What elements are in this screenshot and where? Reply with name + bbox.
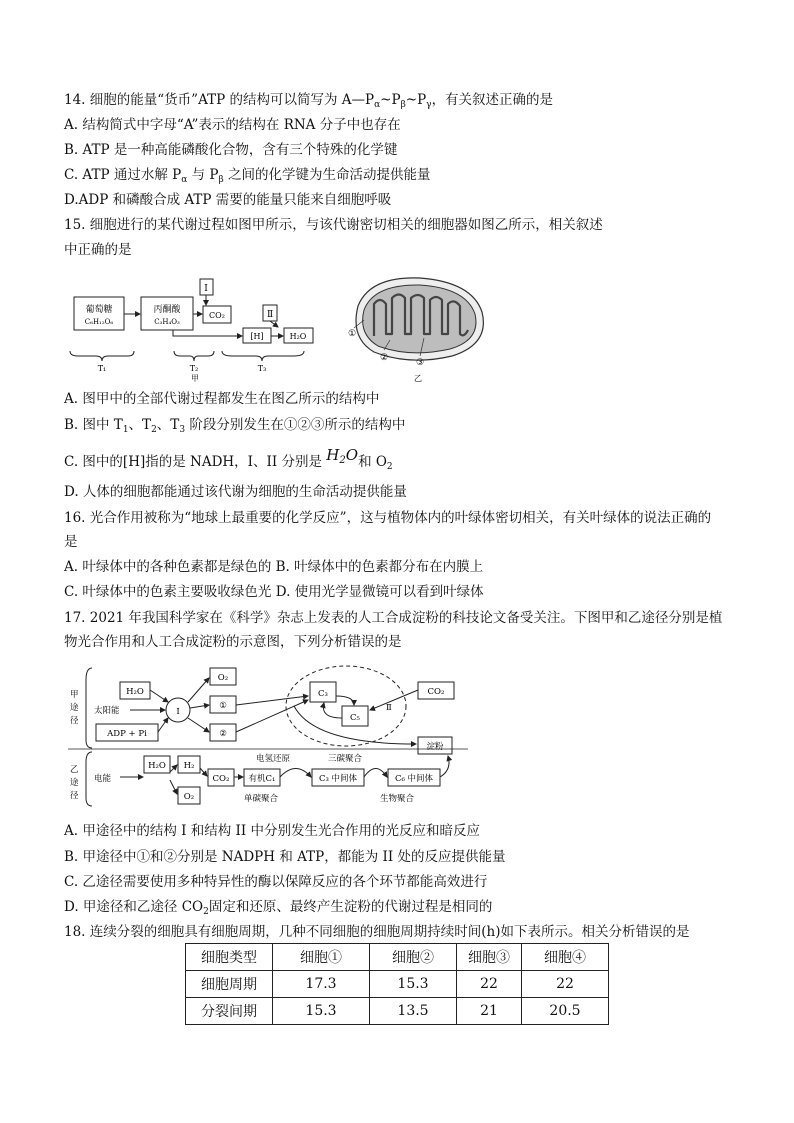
q17-fig-solar: 太阳能 (94, 706, 120, 716)
jia-h: [H] (250, 332, 264, 341)
q17-fig-h2o: H₂O (126, 687, 144, 697)
table-header-cell: 细胞类型 (186, 944, 273, 971)
jia-caption: 甲 (191, 374, 199, 383)
q17-stem-line2: 物光合作用和人工合成淀粉的示意图，下列分析错误的是 (64, 634, 402, 650)
q14-option-c: C. ATP 通过水解 $P_\alpha$ 与 $P_\beta$ 之间的化学键为生命活动提供能量 (64, 167, 431, 185)
jia-glucose: 葡萄糖 (85, 305, 113, 315)
q17-option-c: C. 乙途径需要使用多种特异性的酶以保障反应的各个环节都能高效进行 (64, 874, 488, 890)
q17-fig-roman-2: Ⅱ (386, 703, 392, 713)
q17-figure (64, 660, 468, 816)
q14-option-d: D.ADP 和磷酸合成 ATP 需要的能量只能来自细胞呼吸 (64, 192, 392, 208)
jia-h2o: H₂O (289, 332, 307, 341)
q17-fig-jia-3: 径 (70, 716, 79, 726)
q17-fig-bio-polymerization: 生物聚合 (380, 794, 415, 804)
q17-fig-roman-1: Ⅰ (176, 707, 180, 717)
table-header-cell: 细胞② (370, 944, 457, 971)
jia-pyruvate-formula: C₃H₄O₃ (154, 318, 180, 326)
yi-label-1: ① (347, 329, 357, 339)
q17-fig-h2: H₂ (183, 761, 195, 771)
q15-option-a: A. 图甲中的全部代谢过程都发生在图乙所示的结构中 (64, 391, 380, 407)
q17-fig-o2-b: O₂ (183, 792, 195, 802)
q17-option-d: D. 甲途径和乙途径 $CO_2$固定和还原、最终产生淀粉的代谢过程是相同的 (64, 899, 493, 917)
q17-fig-jia-1: 甲 (70, 690, 79, 700)
jia-pyruvate: 丙酮酸 (153, 305, 181, 315)
q17-fig-c5: C₅ (350, 713, 360, 723)
jia-roman-1: Ⅰ (204, 284, 208, 294)
table-cell: 17.3 (273, 971, 370, 998)
table-row (186, 998, 609, 1025)
q16-options-cd: C. 叶绿体中的色素主要吸收绿色光 D. 使用光学显微镜可以看到叶绿体 (64, 584, 484, 600)
q17-fig-h2o-b: H₂O (148, 761, 166, 771)
yi-label-2: ② (379, 353, 389, 363)
q17-fig-co2: CO₂ (427, 687, 445, 697)
q17-fig-c3-intermediate: C₃ 中间体 (318, 774, 358, 784)
q15-figure-yi-mitochondrion (344, 268, 494, 386)
jia-roman-2: Ⅱ (266, 310, 274, 320)
jia-t2: T₂ (189, 364, 199, 373)
jia-co2: CO₂ (209, 311, 225, 320)
q15-stem-line1: 15. 细胞进行的某代谢过程如图甲所示，与该代谢密切相关的细胞器如图乙所示，相关叙述 (64, 217, 603, 233)
q17-fig-adp: ADP + Pi (107, 729, 147, 739)
q15-figure-jia (66, 273, 338, 385)
table-row (186, 971, 609, 998)
q14-option-b: B. ATP 是一种高能磷酸化合物，含有三个特殊的化学键 (64, 142, 398, 158)
yi-label-3: ③ (415, 358, 425, 368)
q17-fig-electric: 电能 (94, 774, 112, 784)
yi-caption: 乙 (414, 374, 422, 383)
q17-option-b: B. 甲途径中①和②分别是 NADPH 和 ATP，都能为 II 处的反应提供能量 (64, 849, 506, 865)
table-header-cell: 细胞③ (457, 944, 522, 971)
q17-fig-co2-b: CO₂ (212, 774, 230, 784)
q17-stem-line1: 17. 2021 年我国科学家在《科学》杂志上发表的人工合成淀粉的科技论文备受关注。下图甲和乙途径分别是植 (64, 610, 723, 626)
q17-fig-electro-reduction: 电氢还原 (256, 754, 291, 764)
table-cell: 15.3 (370, 971, 457, 998)
q14-stem: 14. 细胞的能量“货币”ATP 的结构可以简写为 $A—P_\alpha\sim P_\beta\sim P_\gamma$，有关叙述正确的是 (64, 92, 554, 110)
q17-fig-circle-2: ② (219, 729, 227, 739)
table-cell: 细胞周期 (186, 971, 273, 998)
q17-fig-c6-intermediate: C₆ 中间体 (394, 774, 434, 784)
table-cell: 分裂间期 (186, 998, 273, 1025)
q15-option-d: D. 人体的细胞都能通过该代谢为细胞的生命活动提供能量 (64, 484, 407, 500)
table-cell: 20.5 (522, 998, 609, 1025)
q15-stem-line2: 中正确的是 (64, 242, 132, 258)
table-cell: 21 (457, 998, 522, 1025)
q17-fig-circle-1: ① (219, 701, 227, 711)
q17-fig-c3: C₃ (318, 689, 328, 699)
table-header-cell: 细胞① (273, 944, 370, 971)
q16-stem-line2: 是 (64, 534, 78, 550)
q14-option-a: A. 结构简式中字母“A”表示的结构在 RNA 分子中也存在 (64, 117, 401, 133)
jia-t3: T₃ (257, 364, 267, 373)
formula-h2o: $H_2O$ (326, 446, 359, 466)
q17-fig-organic-c1: 有机C₁ (248, 774, 276, 784)
q16-options-ab: A. 叶绿体中的各种色素都是绿色的 B. 叶绿体中的色素都分布在内膜上 (64, 559, 484, 575)
q17-option-a: A. 甲途径中的结构 I 和结构 II 中分别发生光合作用的光反应和暗反应 (64, 823, 480, 839)
q16-stem-line1: 16. 光合作用被称为“地球上最重要的化学反应”，这与植物体内的叶绿体密切相关，有关叶绿体的说法正确的 (64, 510, 712, 526)
table-header-row (186, 944, 609, 971)
q15-option-b: B. 图中 $T_1$、$T_2$、$T_3$ 阶段分别发生在①②③所示的结构中 (64, 417, 406, 435)
table-cell: 13.5 (370, 998, 457, 1025)
q17-fig-starch: 淀粉 (426, 742, 444, 752)
jia-glucose-formula: C₆H₁₂O₆ (84, 318, 114, 326)
table-cell: 15.3 (273, 998, 370, 1025)
q17-fig-monocarbon: 单碳聚合 (244, 794, 279, 804)
q17-fig-yi-2: 途 (70, 778, 79, 788)
q18-stem: 18. 连续分裂的细胞具有细胞周期，几种不同细胞的细胞周期持续时间(h)如下表所示。相关分析错误的是 (64, 924, 690, 940)
cell-cycle-table (185, 943, 609, 1025)
table-cell: 22 (522, 971, 609, 998)
q17-fig-o2: O₂ (217, 673, 229, 683)
q15-option-c: C. 图中的[H]指的是 NADH，I、II 分别是 $H_2O$和 $O_2$ (64, 446, 393, 472)
q17-fig-tricarbon: 三碳聚合 (328, 754, 363, 764)
q17-fig-yi-3: 径 (70, 791, 79, 801)
q17-fig-jia-2: 途 (70, 703, 79, 713)
jia-t1: T₁ (97, 364, 107, 373)
table-header-cell: 细胞④ (522, 944, 609, 971)
q17-fig-yi-1: 乙 (70, 765, 79, 775)
table-cell: 22 (457, 971, 522, 998)
